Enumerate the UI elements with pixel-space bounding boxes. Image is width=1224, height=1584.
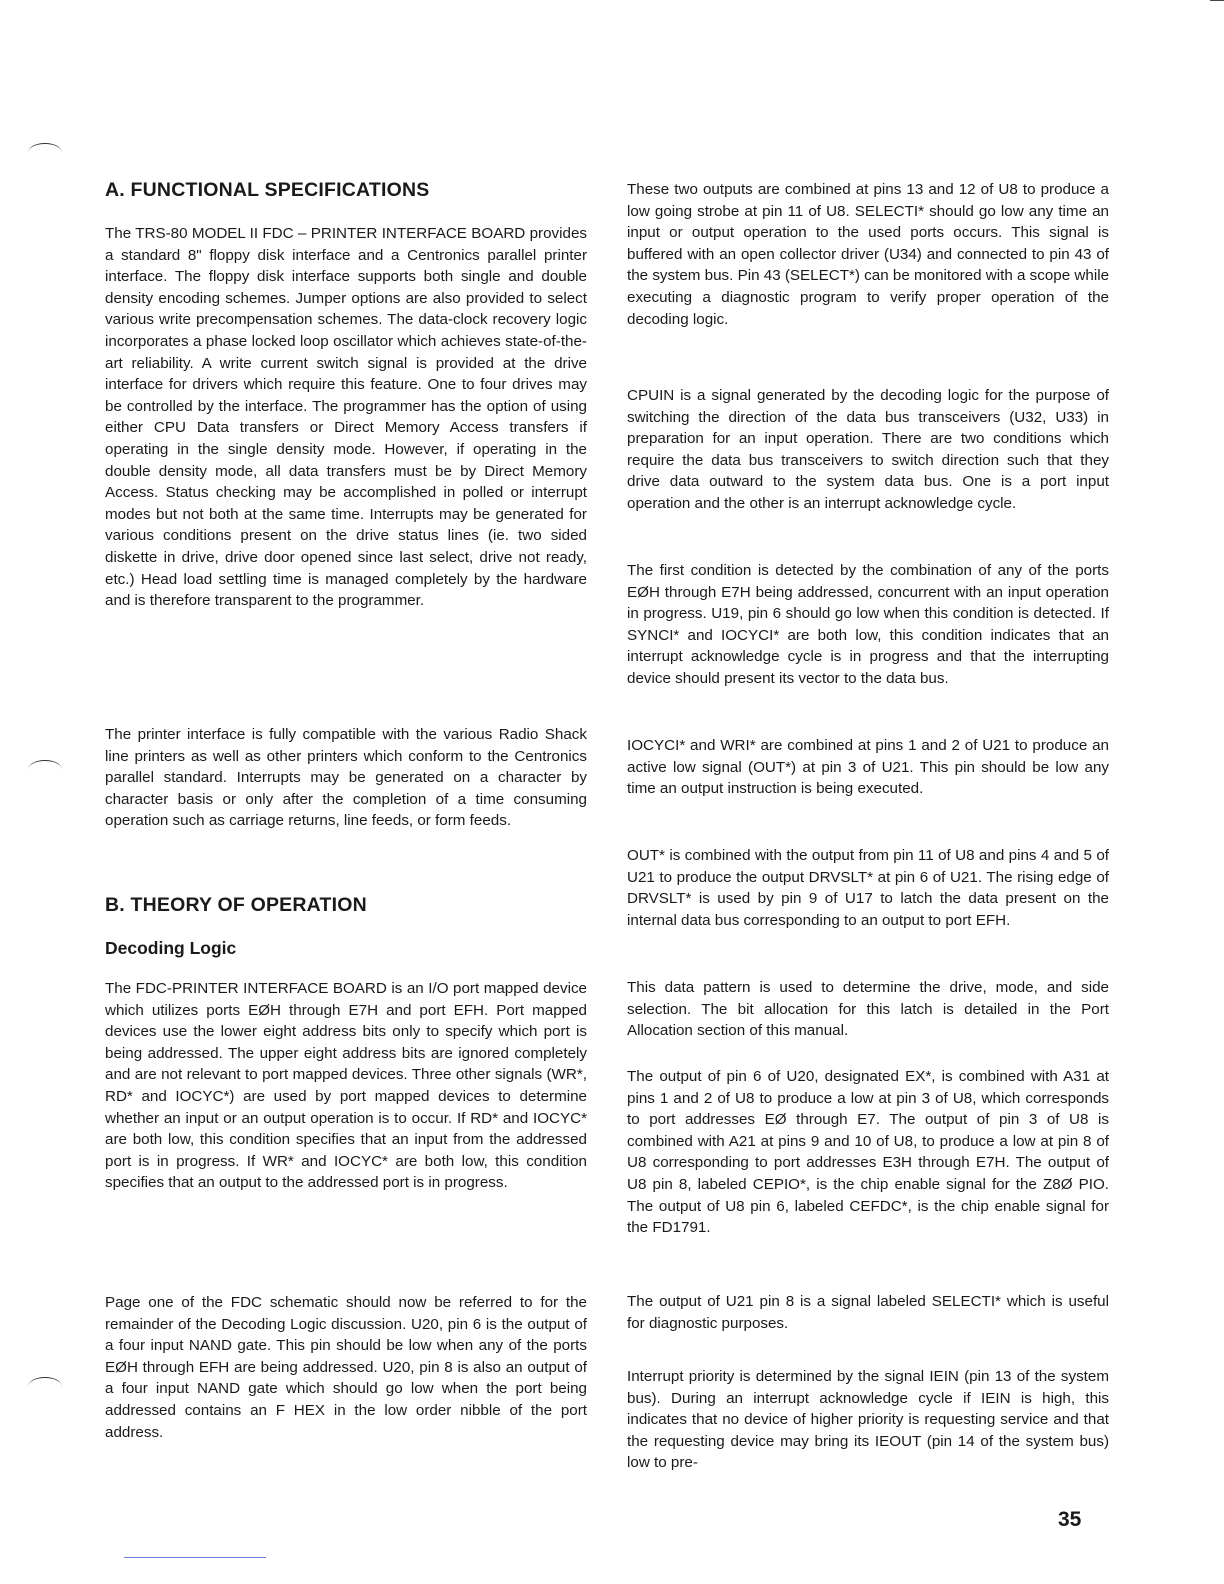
data-pattern-paragraph: This data pattern is used to determine the drive, mode, and side selection. The bit allocation for this latch is detailed in the Port Allocation section of this manual. (627, 979, 1109, 1040)
decoding-logic-paragraph-2: Page one of the FDC schematic should now be referred to for the remainder of the Decoding Logic discussion. U20, pin 6 is the output of a four input NAND gate. This pin should be low when any of the ports EØH through EFH are being addressed. U20, pin 8 is also an output of a four input NAND gate which should go low when the port being addressed contains an F HEX in the low order nibble of the port address. (105, 1294, 587, 1441)
section-a-heading: A. FUNCTIONAL SPECIFICATIONS (105, 179, 430, 201)
decoding-logic-subheading: Decoding Logic (105, 938, 237, 958)
decoding-logic-paragraph-1: The FDC-PRINTER INTERFACE BOARD is an I/O port mapped device which utilizes ports EØH through E7H and port EFH. Port mapped devices use the lower eight address bits only to specify which port is being addressed. The upper eight address bits are ignored completely and are not relevant to port mapped devices. Three other signals (WR*, RD* and IOCYC*) are used by port mapped devices to determine whether an input or an output operation is to occur. If RD* and IOCYC* are both low, this condition specifies that an input from the addressed port is in progress. If WR* and IOCYC* are both low, this condition specifies that an output to the addressed port is in progress. (105, 980, 587, 1192)
cpuin-paragraph: CPUIN is a signal generated by the decoding logic for the purpose of switching the direction of the data bus transceivers (U32, U33) in preparation for an input operation. There are two conditions which require the data bus transceivers to switch direction such that they drive data outward to the system data bus. One is a port input operation and the other is an interrupt acknowledge cycle. (627, 387, 1109, 512)
section-b-heading: B. THEORY OF OPERATION (105, 894, 367, 916)
margin-punch-mark-top (28, 143, 62, 162)
selecti-strobe-paragraph: These two outputs are combined at pins 13 and 12 of U8 to produce a low going strobe at pin 11 of U8. SELECTI* should go low any time an input or output operation to the used ports occurs. This signal is buffered with an open collector driver (U34) and connected to pin 43 of the system bus. Pin 43 (SELECT*) can be monitored with a scope while executing a diagnostic program to verify proper operation of the decoding logic. (627, 181, 1110, 328)
footer-blue-rule (124, 1557, 266, 1558)
page-number: 35 (1058, 1508, 1082, 1531)
corner-tick-mark (1210, 0, 1224, 1)
margin-punch-mark-middle (28, 760, 62, 779)
u21-selecti-paragraph: The output of U21 pin 8 is a signal labeled SELECTI* which is useful for diagnostic purposes. (627, 1293, 1109, 1332)
functional-spec-paragraph: The TRS-80 MODEL II FDC – PRINTER INTERFACE BOARD provides a standard 8" floppy disk interface and a Centronics parallel printer interface. The floppy disk interface supports both single and double density encoding schemes. Jumper options are also provided to select various write precompensation schemes. The data-clock recovery logic incorporates a phase locked loop oscillator which achieves state-of-the-art reliability. A write current switch signal is provided at the drive interface for drivers which require this feature. One to four drives may be controlled by the interface. The programmer has the option of using either CPU Data transfers or Direct Memory Access transfers if operating in the single density mode. However, if operating in the double density mode, all data transfers must be by Direct Memory Access. Status checking may be accomplished in polled or interrupt modes but not both at the same time. Interrupts may be generated for various conditions present on the drive status lines (ie. two sided diskette in drive, drive door opened since last select, drive not ready, etc.) Head load settling time is managed completely by the hardware and is therefore transparent to the programmer. (105, 225, 587, 610)
interrupt-priority-paragraph: Interrupt priority is determined by the signal IEIN (pin 13 of the system bus). During an interrupt acknowledge cycle if IEIN is high, this indicates that no device of higher priority is requesting service and that the requesting device may bring its IEOUT (pin 14 of the system bus) low to pre- (627, 1368, 1109, 1472)
u20-output-paragraph: The output of pin 6 of U20, designated EX*, is combined with A31 at pins 1 and 2 of U8 to produce a low at pin 3 of U8, which corresponds to port addresses EØ through E7. The output of pin 3 of U8 is combined with A21 at pins 9 and 10 of U8, to produce a low at pin 8 of U8 corresponding to port addresses E3H through E7H. The output of U8 pin 8, labeled CEPIO*, is the chip enable signal for the Z8Ø PIO. The output of U8 pin 6, labeled CEFDC*, is the chip enable signal for the FD1791. (627, 1068, 1109, 1237)
margin-punch-mark-bottom (28, 1377, 62, 1396)
printer-interface-paragraph: The printer interface is fully compatible with the various Radio Shack line printers as well as other printers which conform to the Centronics parallel standard. Interrupts may be generated on a character by character basis or only after the completion of a time consuming operation such as carriage returns, line feeds, or form feeds. (105, 726, 587, 830)
out-drvslt-paragraph: OUT* is combined with the output from pin 11 of U8 and pins 4 and 5 of U21 to produce the output DRVSLT* at pin 6 of U21. The rising edge of DRVSLT* is used by pin 9 of U17 to latch the data present on the internal data bus corresponding to an output to port EFH. (627, 847, 1109, 929)
first-condition-paragraph: The first condition is detected by the combination of any of the ports EØH through E7H being addressed, concurrent with an input operation in progress. U19, pin 6 should go low when this condition is detected. If SYNCI* and IOCYCI* are both low, this condition indicates that an interrupt acknowledge cycle is in progress and that the interrupting device should present its vector to the data bus. (627, 562, 1109, 687)
iocyci-wri-paragraph: IOCYCI* and WRI* are combined at pins 1 and 2 of U21 to produce an active low signal (OUT*) at pin 3 of U21. This pin should be low any time an output instruction is being executed. (627, 737, 1109, 798)
